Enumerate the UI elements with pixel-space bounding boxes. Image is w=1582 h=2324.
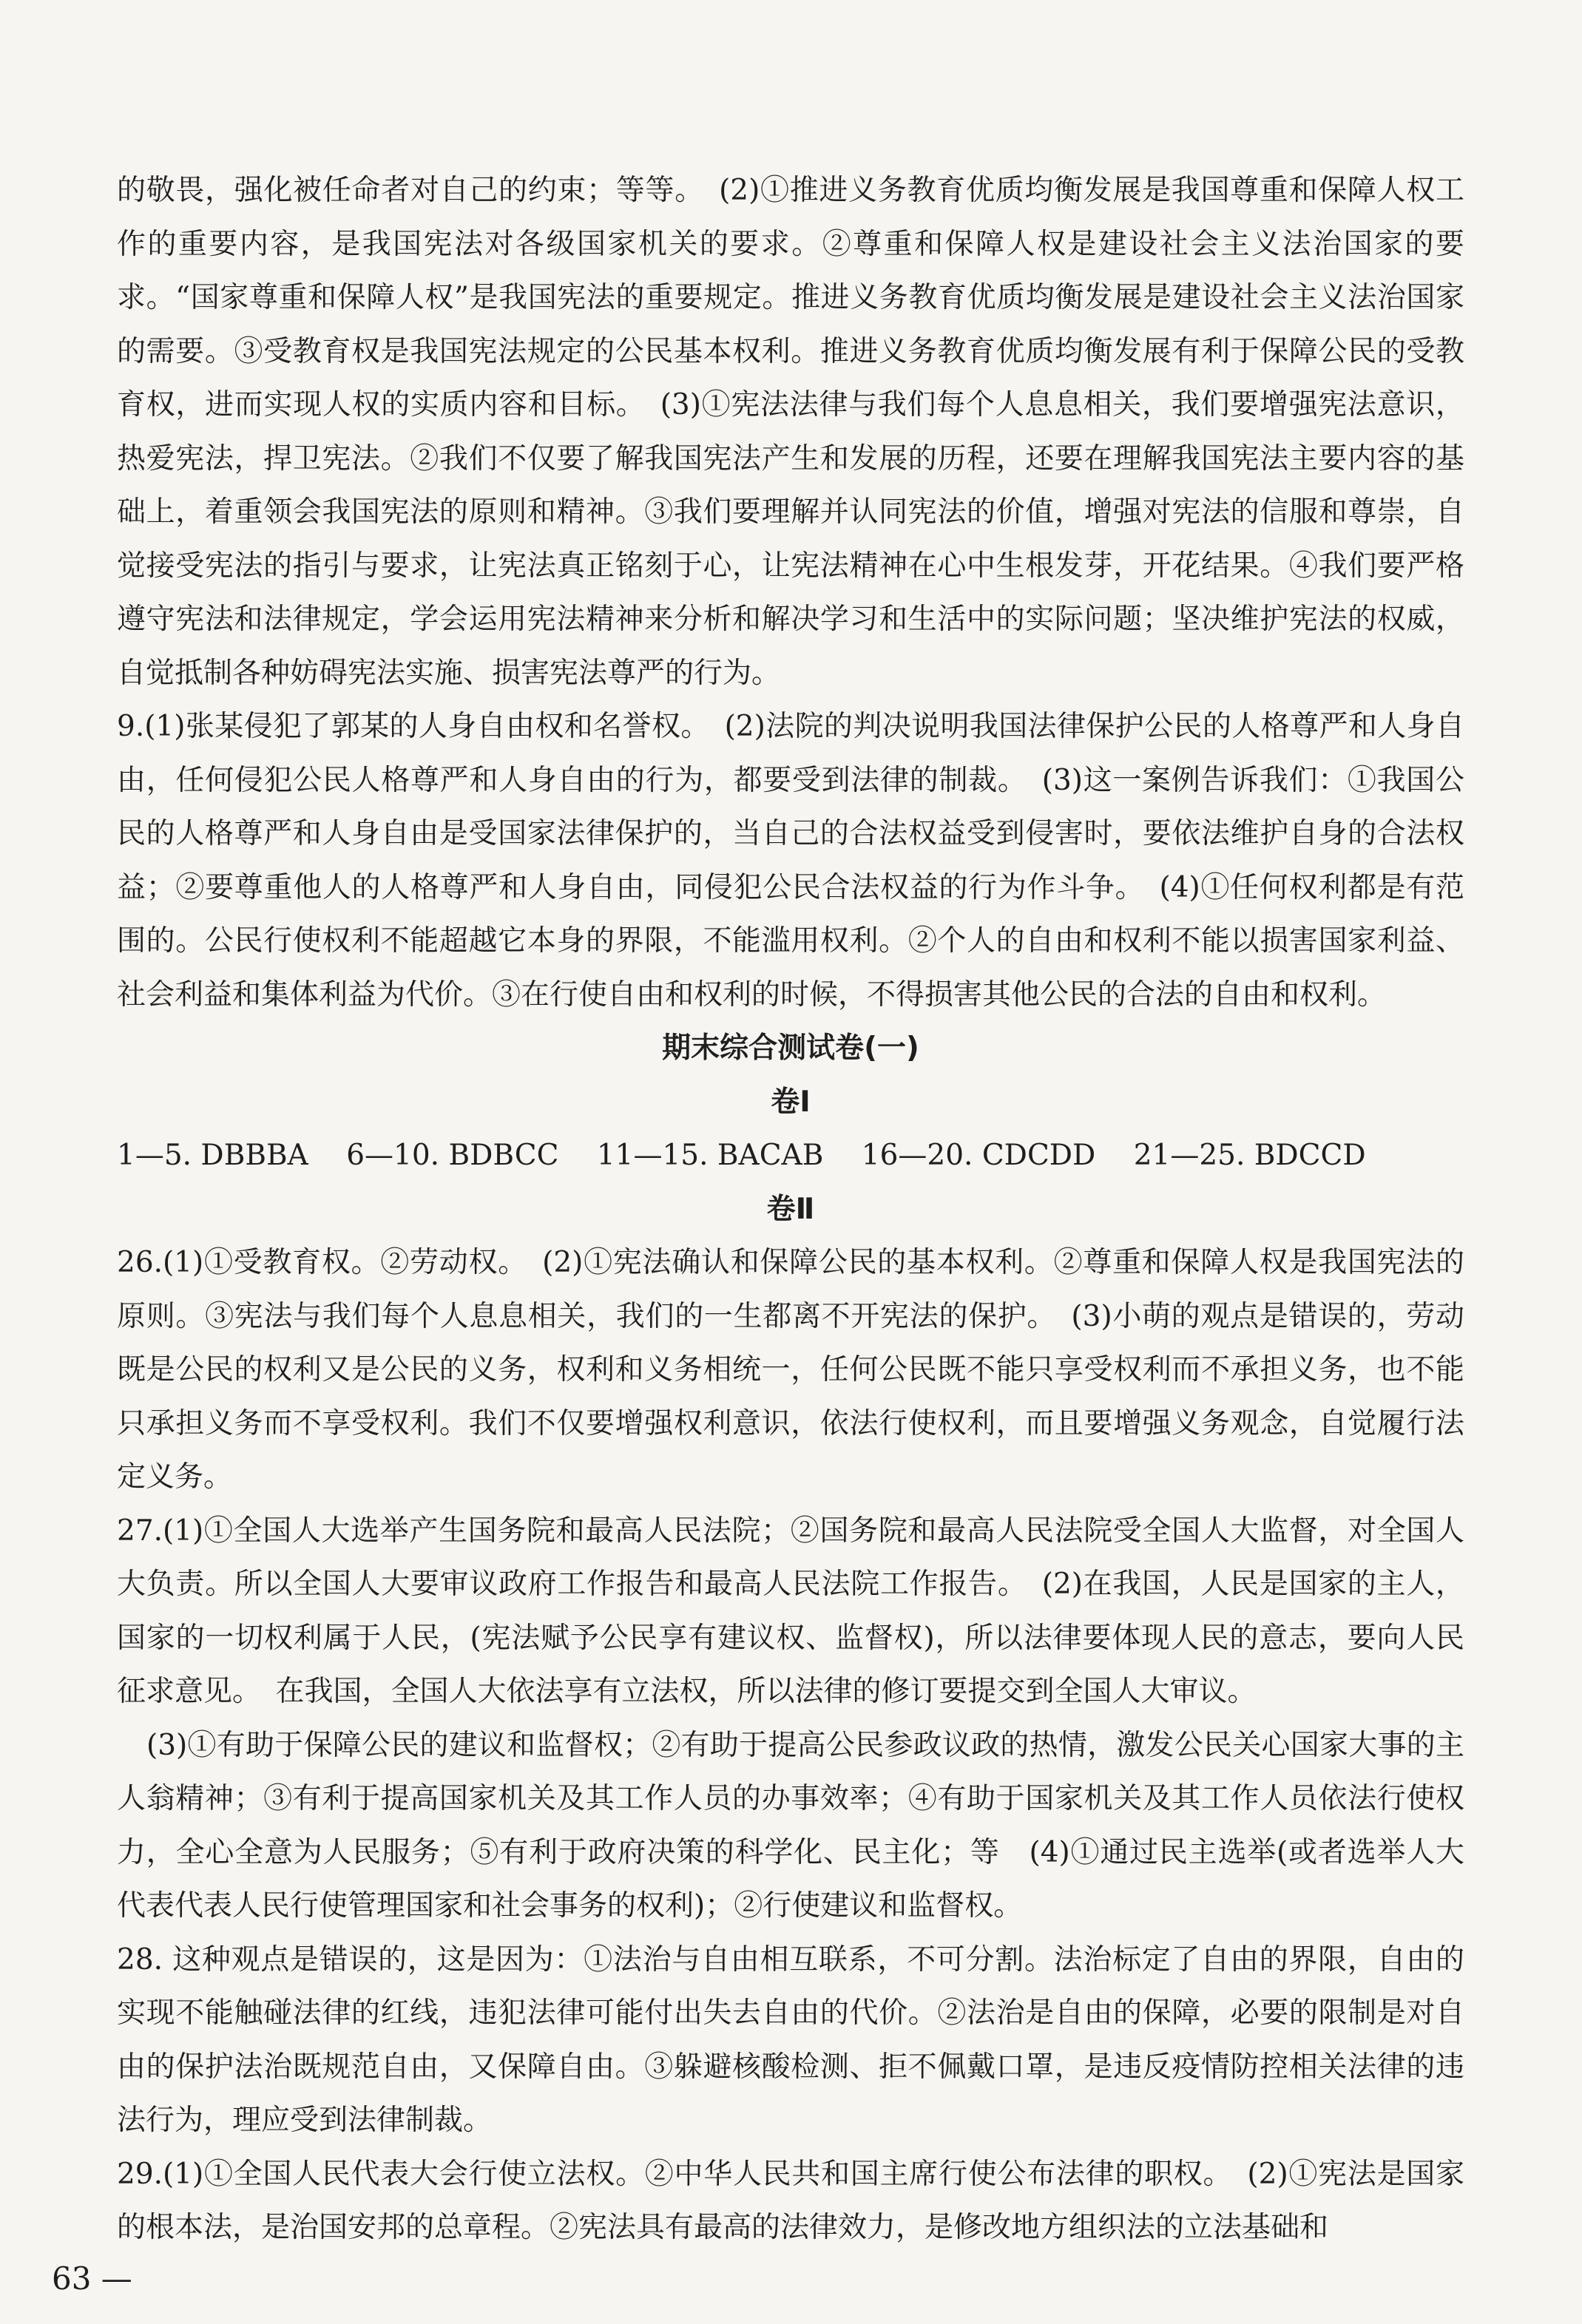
page-content	[117, 164, 1464, 2255]
part-1-title: 卷Ⅰ	[771, 1085, 811, 1119]
answer-paragraph-9: 9.(1)张某侵犯了郭某的人身自由权和名誉权。 (2)法院的判决说明我国法律保护公民的人格尊严和人身自由，任何侵犯公民人格尊严和人身自由的行为，都要受到法律的制裁。 (3)这一案例告诉我们：①我国公民的人格尊严和人身自由是受国家法律保护的，当自己的合法权益受到侵害时，要依法维护自身的合法权益；②要尊重他人的人格尊严和人身自由，同侵犯公民合法权益的行为作斗争。 (4)①任何权利都是有范围的。公民行使权利不能超越它本身的界限，不能滥用权利。②个人的自由和权利不能以损害国家利益、社会利益和集体利益为代价。③在行使自由和权利的时候，不得损害其他公民的合法的自由和权利。	[117, 710, 1464, 1012]
answer-paragraph-27-continued: (3)①有助于保障公民的建议和监督权；②有助于提高公民参政议政的热情，激发公民关心国家大事的主人翁精神；③有利于提高国家机关及其工作人员的办事效率；④有助于国家机关及其工作人员依法行使权力，全心全意为人民服务；⑤有利于政府决策的科学化、民主化；等 (4)①通过民主选举(或者选举人大代表代表人民行使管理国家和社会事务的权利)；②行使建议和监督权。	[117, 1728, 1464, 1922]
answer-paragraph-27: 27.(1)①全国人大选举产生国务院和最高人民法院；②国务院和最高人民法院受全国人大监督，对全国人大负责。所以全国人大要审议政府工作报告和最高人民法院工作报告。 (2)在我国，人民是国家的主人，国家的一切权利属于人民，(宪法赋予公民享有建议权、监督权)，所以法律要体现人民的意志，要向人民征求意见。 在我国，全国人大依法享有立法权，所以法律的修订要提交到全国人大审议。	[117, 1514, 1464, 1708]
answer-paragraph-26: 26.(1)①受教育权。②劳动权。 (2)①宪法确认和保障公民的基本权利。②尊重和保障人权是我国宪法的原则。③宪法与我们每个人息息相关，我们的一生都离不开宪法的保护。 (3)小萌的观点是错误的，劳动既是公民的权利又是公民的义务，权利和义务相统一，任何公民既不能只享受权利而不承担义务，也不能只承担义务而不享受权利。我们不仅要增强权利意识，依法行使权利，而且要增强义务观念，自觉履行法定义务。	[117, 1246, 1464, 1494]
page-number: 63 —	[52, 2260, 132, 2297]
answer-paragraph-28: 28. 这种观点是错误的，这是因为：①法治与自由相互联系，不可分割。法治标定了自由的界限，自由的实现不能触碰法律的红线，违犯法律可能付出失去自由的代价。②法治是自由的保障，必要的限制是对自由的保护法治既规范自由，又保障自由。③躲避核酸检测、拒不佩戴口罩，是违反疫情防控相关法律的违法行为，理应受到法律制裁。	[117, 1942, 1464, 2137]
multiple-choice-answers: 1—5. DBBBA 6—10. BDBCC 11—15. BACAB 16—20. CDCDD 21—25. BDCCD	[117, 1139, 1366, 1172]
part-2-title: 卷Ⅱ	[766, 1192, 815, 1226]
section-title: 期末综合测试卷(一)	[662, 1031, 919, 1065]
answer-paragraph-8-continued: 的敬畏，强化被任命者对自己的约束；等等。 (2)①推进义务教育优质均衡发展是我国尊重和保障人权工作的重要内容，是我国宪法对各级国家机关的要求。②尊重和保障人权是建设社会主义法治国家的要求。“国家尊重和保障人权”是我国宪法的重要规定。推进义务教育优质均衡发展是建设社会主义法治国家的需要。③受教育权是我国宪法规定的公民基本权利。推进义务教育优质均衡发展有利于保障公民的受教育权，进而实现人权的实质内容和目标。 (3)①宪法法律与我们每个人息息相关，我们要增强宪法意识，热爱宪法，捍卫宪法。②我们不仅要了解我国宪法产生和发展的历程，还要在理解我国宪法主要内容的基础上，着重领会我国宪法的原则和精神。③我们要理解并认同宪法的价值，增强对宪法的信服和尊崇，自觉接受宪法的指引与要求，让宪法真正铭刻于心，让宪法精神在心中生根发芽，开花结果。④我们要严格遵守宪法和法律规定，学会运用宪法精神来分析和解决学习和生活中的实际问题；坚决维护宪法的权威，自觉抵制各种妨碍宪法实施、损害宪法尊严的行为。	[117, 174, 1464, 690]
answer-paragraph-29: 29.(1)①全国人民代表大会行使立法权。②中华人民共和国主席行使公布法律的职权。 (2)①宪法是国家的根本法，是治国安邦的总章程。②宪法具有最高的法律效力，是修改地方组织法的立法基础和	[117, 2157, 1464, 2244]
